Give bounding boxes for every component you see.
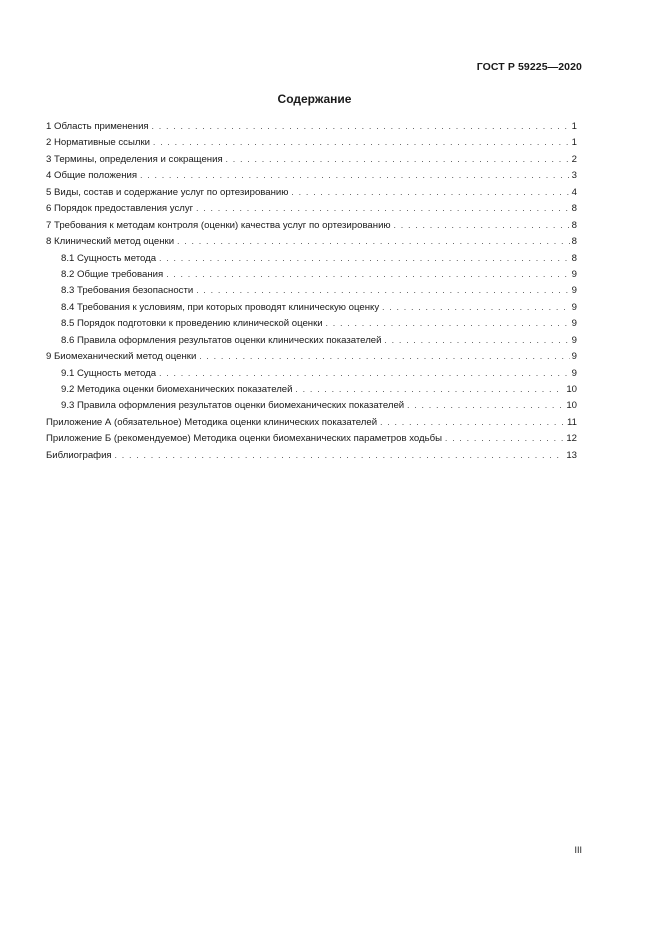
toc-entry[interactable] [46,218,577,234]
toc-entry-label: Приложение Б (рекомендуемое) Методика оценки биомеханических параметров ходьбы [46,433,443,445]
toc-entry-label: 3 Термины, определения и сокращения [46,153,223,165]
toc-dot-leader [384,333,569,349]
toc-entry-page: 9 [571,318,577,330]
toc-entry-label: 8.2 Общие требования [61,268,164,280]
toc-entry-label: 9.2 Методика оценки биомеханических показателей [61,384,293,395]
toc-dot-leader [291,185,569,201]
toc-entry[interactable] [46,398,577,414]
page-number: III [574,845,582,855]
toc-entry-page: 10 [566,384,577,395]
toc-entry-label: 8.1 Сущность метода [61,252,157,264]
toc-entry-label: 7 Требования к методам контроля (оценки) качества услуг по ортезированию [46,219,391,231]
toc-entry-page: 4 [571,186,577,198]
toc-entry-page: 11 [567,416,577,428]
toc-entry-label: 2 Нормативные ссылки [46,137,151,149]
toc-entry-page: 10 [566,400,577,412]
toc-dot-leader [152,119,570,135]
toc-entry-page: 8 [571,203,577,215]
toc-entry-page: 8 [571,219,577,231]
toc-entry-page: 9 [571,268,577,280]
toc-entry-label: 5 Виды, состав и содержание услуг по ортезированию [46,186,289,198]
toc-entry[interactable] [46,152,577,168]
toc-entry[interactable] [46,316,577,332]
toc-entry-label: 4 Общие положения [46,170,138,182]
toc-dot-leader [196,283,569,299]
toc-entry[interactable] [46,366,577,382]
table-of-contents [46,119,577,464]
toc-entry-label: 9.1 Сущность метода [61,367,157,379]
toc-entry-page: 9 [571,351,577,363]
toc-entry[interactable] [46,168,577,184]
toc-dot-leader [445,431,564,447]
toc-entry-label: 8.6 Правила оформления результатов оценки клинических показателей [61,334,382,346]
toc-entry[interactable] [46,349,577,365]
toc-entry[interactable] [46,382,577,398]
toc-entry-label: 8.3 Требования безопасности [61,285,194,297]
toc-dot-leader [199,349,569,365]
toc-dot-leader [115,448,565,464]
toc-entry-page: 9 [571,285,577,297]
toc-dot-leader [159,251,570,267]
toc-dot-leader [177,234,570,250]
toc-entry-label: 9.3 Правила оформления результатов оценки биомеханических показателей [61,400,405,412]
toc-entry[interactable] [46,415,577,431]
toc-entry-label: 8.4 Требования к условиям, при которых проводят клиническую оценку [61,301,380,313]
toc-dot-leader [382,300,570,316]
toc-dot-leader [153,135,570,151]
toc-entry-label: 6 Порядок предоставления услуг [46,203,194,215]
toc-entry[interactable] [46,431,577,447]
toc-entry-page: 13 [566,449,577,461]
toc-dot-leader [394,218,570,234]
toc-entry-label: Библиография [46,449,112,461]
toc-dot-leader [407,398,564,414]
toc-dot-leader [166,267,569,283]
toc-dot-leader [296,382,565,398]
toc-entry-page: 2 [571,153,577,165]
toc-entry-page: 1 [571,137,577,149]
toc-entry-page: 9 [571,334,577,346]
toc-entry[interactable] [46,135,577,151]
toc-entry-page: 9 [571,367,577,379]
toc-dot-leader [380,415,565,431]
toc-dot-leader [196,201,569,217]
toc-entry[interactable] [46,300,577,316]
toc-entry-label: 8 Клинический метод оценки [46,236,175,248]
toc-entry[interactable] [46,267,577,283]
toc-entry[interactable] [46,333,577,349]
toc-entry-label: 9 Биомеханический метод оценки [46,351,197,363]
toc-dot-leader [226,152,570,168]
toc-entry-label: 8.5 Порядок подготовки к проведению клинической оценки [61,318,323,330]
document-code-header: ГОСТ Р 59225—2020 [476,61,582,73]
toc-entry[interactable] [46,448,577,464]
toc-entry-page: 1 [571,121,577,132]
toc-dot-leader [326,316,570,332]
toc-entry-label: 1 Область применения [46,121,149,132]
toc-dot-leader [159,366,570,382]
toc-dot-leader [140,168,570,184]
toc-entry-page: 8 [571,252,577,264]
toc-entry[interactable] [46,201,577,217]
toc-entry-page: 12 [566,433,577,445]
toc-entry-page: 9 [571,301,577,313]
toc-title: Содержание [277,92,352,106]
toc-entry[interactable] [46,185,577,201]
toc-entry[interactable] [46,234,577,250]
toc-entry[interactable] [46,119,577,135]
toc-entry-page: 3 [571,170,577,182]
toc-entry[interactable] [46,251,577,267]
toc-entry-label: Приложение А (обязательное) Методика оценки клинических показателей [46,416,378,428]
toc-entry-page: 8 [571,236,577,248]
toc-entry[interactable] [46,283,577,299]
